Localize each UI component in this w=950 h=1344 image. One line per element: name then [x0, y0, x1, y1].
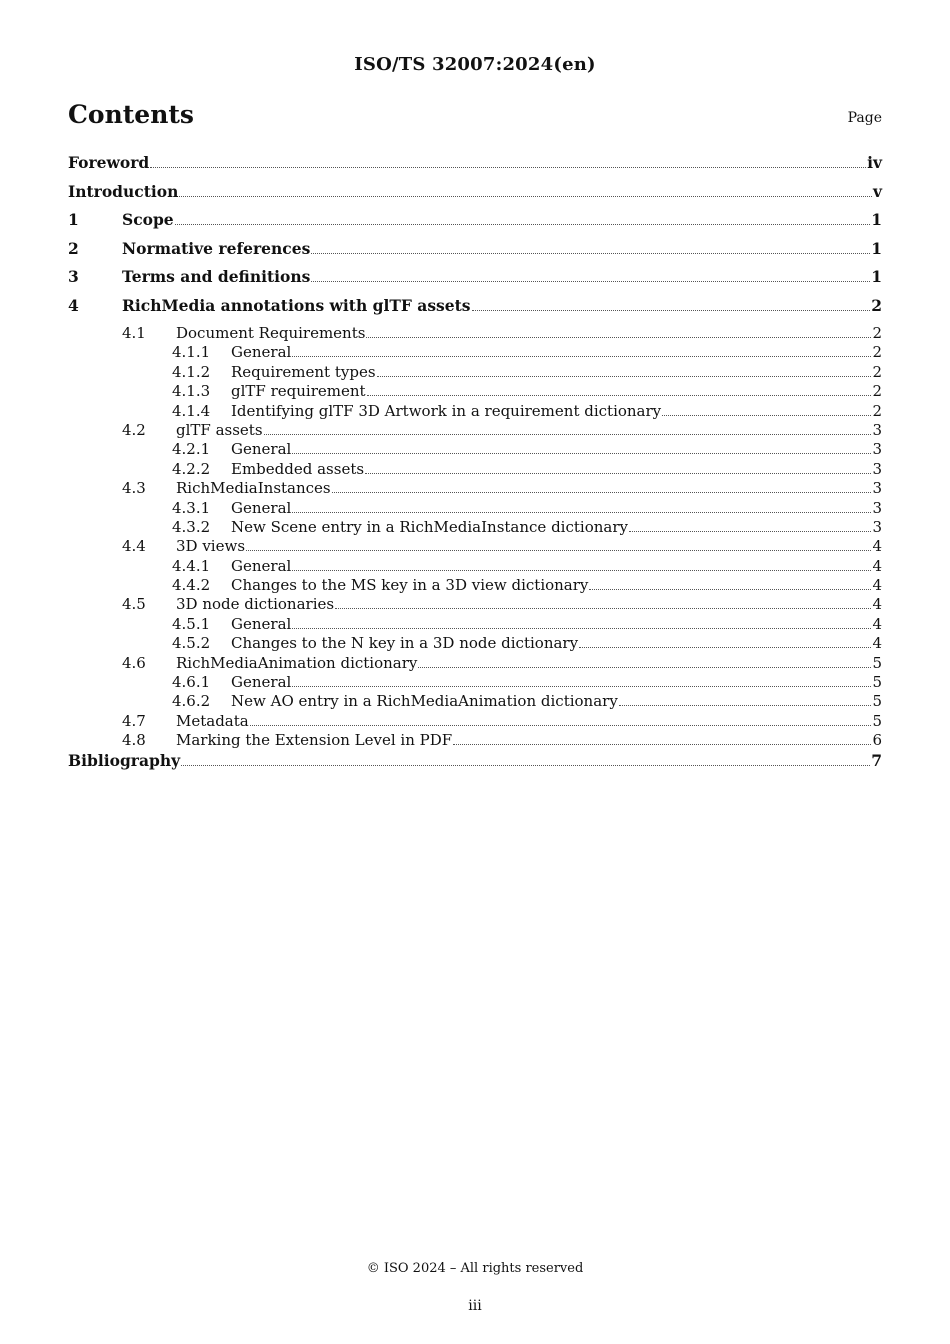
toc-entry-page: 3	[872, 498, 882, 517]
toc-entry-number: 4.3	[122, 479, 146, 498]
dot-leader	[292, 570, 871, 571]
toc-entry-title: Document Requirements	[176, 324, 366, 342]
toc-entry-page: 1	[871, 238, 882, 258]
toc-entry-number: 2	[68, 238, 79, 258]
toc-entry[interactable]	[68, 634, 882, 653]
dot-leader	[311, 253, 870, 254]
toc-entry-page: 3	[872, 440, 882, 459]
toc-entry-page: 3	[872, 517, 882, 536]
dot-leader	[264, 434, 872, 435]
toc-entry[interactable]	[68, 557, 882, 576]
toc-entry-number: 3	[68, 267, 79, 286]
toc-entry-number: 4.5.2	[172, 634, 211, 653]
toc-entry[interactable]	[68, 595, 882, 614]
toc-entry[interactable]	[68, 296, 882, 325]
toc-entry-page: 4	[872, 576, 882, 595]
toc-entry[interactable]	[68, 324, 882, 343]
dot-leader	[366, 337, 871, 338]
dot-leader	[335, 608, 871, 609]
toc-entry-page: 3	[872, 420, 882, 439]
toc-entry-number: 1	[68, 210, 79, 229]
dot-leader	[472, 310, 871, 311]
dot-leader	[292, 512, 871, 513]
toc-entry-page: 1	[871, 267, 882, 286]
toc-entry-page: 2	[872, 382, 882, 401]
toc-entry-number: 4.2.2	[172, 459, 211, 478]
toc-entry-title: General	[231, 343, 292, 362]
toc-entry-title: General	[231, 614, 292, 633]
toc-entry[interactable]	[68, 343, 882, 362]
toc-entry-page: 4	[872, 614, 882, 633]
toc-entry-number: 4.6.1	[172, 673, 211, 692]
toc-entry[interactable]	[68, 267, 882, 296]
toc-entry-page: iv	[867, 153, 882, 172]
toc-entry-title: Marking the Extension Level in PDF	[176, 731, 453, 750]
toc-entry-title: Changes to the MS key in a 3D view dictionary	[231, 576, 589, 595]
toc-entry[interactable]	[68, 673, 882, 692]
toc-entry[interactable]	[68, 576, 882, 595]
toc-entry[interactable]	[68, 615, 882, 634]
dot-leader	[589, 589, 871, 590]
toc-entry-page: 1	[871, 210, 882, 229]
document-id-header: ISO/TS 32007:2024(en)	[354, 54, 596, 75]
toc-entry-title: Scope	[122, 210, 174, 229]
toc-entry[interactable]	[68, 537, 882, 556]
dot-leader	[292, 686, 871, 687]
toc-entry-number: 4.1.4	[172, 401, 211, 420]
toc-entry-page: 4	[872, 595, 882, 614]
contents-heading: Contents	[68, 100, 195, 129]
dot-leader	[175, 224, 871, 225]
toc-entry[interactable]	[68, 363, 882, 382]
toc-entry[interactable]	[68, 210, 882, 239]
dot-leader	[579, 647, 871, 648]
dot-leader	[292, 356, 871, 357]
toc-entry-number: 4.1.2	[172, 362, 211, 381]
toc-entry[interactable]	[68, 692, 882, 711]
toc-entry-number: 4.1.3	[172, 382, 211, 401]
toc-entry-title: General	[231, 556, 292, 575]
toc-entry-number: 4.4.2	[172, 576, 211, 595]
toc-entry-page: 5	[872, 653, 882, 672]
dot-leader	[453, 744, 871, 745]
toc-entry-title: General	[231, 440, 292, 459]
toc-entry-title: General	[231, 673, 292, 692]
toc-entry-page: 5	[872, 673, 882, 692]
toc-entry-page: 4	[872, 634, 882, 653]
toc-entry-title: 3D node dictionaries	[176, 595, 335, 614]
toc-entry-title: glTF requirement	[231, 382, 366, 401]
dot-leader	[181, 765, 870, 766]
toc-entry-page: 6	[872, 731, 882, 750]
copyright-footer: © ISO 2024 – All rights reserved	[366, 1261, 584, 1276]
page-number: iii	[468, 1298, 482, 1314]
toc-entry-number: 4.3.1	[172, 498, 211, 517]
dot-leader	[365, 473, 871, 474]
toc-entry[interactable]	[68, 654, 882, 673]
dot-leader	[311, 281, 870, 282]
toc-entry-number: 4.4.1	[172, 556, 211, 575]
toc-entry[interactable]	[68, 460, 882, 479]
toc-entry[interactable]	[68, 731, 882, 750]
dot-leader	[619, 705, 872, 706]
toc-entry-page: 5	[872, 711, 882, 730]
toc-entry[interactable]	[68, 518, 882, 537]
toc-entry-number: 4.1.1	[172, 343, 211, 362]
toc-entry-number: 4	[68, 295, 79, 315]
toc-entry-number: 4.5.1	[172, 614, 211, 633]
toc-entry-title: Identifying glTF 3D Artwork in a requirement dictionary	[231, 401, 662, 420]
toc-entry[interactable]	[68, 479, 882, 498]
toc-entry[interactable]	[68, 440, 882, 459]
dot-leader	[418, 667, 871, 668]
dot-leader	[377, 376, 872, 377]
toc-entry-title: Embedded assets	[231, 459, 365, 478]
toc-entry-page: 2	[872, 401, 882, 420]
toc-entry-title: RichMedia annotations with glTF assets	[122, 295, 471, 315]
toc-entry-title: RichMediaInstances	[176, 479, 331, 498]
dot-leader	[150, 167, 866, 168]
toc-entry-number: 4.6.2	[172, 692, 211, 711]
toc-entry-number: 4.6	[122, 653, 146, 672]
toc-entry-title: 3D views	[176, 537, 246, 556]
dot-leader	[332, 492, 872, 493]
toc-entry[interactable]	[68, 751, 882, 780]
toc-entry-title: Requirement types	[231, 362, 376, 381]
toc-entry[interactable]	[68, 499, 882, 518]
toc-entry-page: 4	[872, 537, 882, 556]
toc-entry[interactable]	[68, 402, 882, 421]
toc-entry-title: New AO entry in a RichMediaAnimation dictionary	[231, 692, 618, 711]
toc-entry-title: Terms and definitions	[122, 267, 311, 286]
toc-entry-page: 2	[872, 362, 882, 381]
toc-entry-page: 2	[871, 295, 882, 315]
toc-entry[interactable]	[68, 182, 882, 211]
toc-entry-title: glTF assets	[176, 420, 263, 439]
toc-entry-title: Foreword	[68, 153, 150, 172]
toc-entry[interactable]	[68, 153, 882, 182]
dot-leader	[179, 196, 872, 197]
toc-entry-title: Bibliography	[68, 750, 181, 770]
toc-entry-number: 4.3.2	[172, 517, 211, 536]
dot-leader	[367, 395, 872, 396]
toc-entry-title: RichMediaAnimation dictionary	[176, 653, 418, 672]
dot-leader	[246, 550, 871, 551]
toc-entry[interactable]	[68, 421, 882, 440]
dot-leader	[662, 415, 871, 416]
toc-entry-title: Metadata	[176, 711, 249, 730]
toc-entry[interactable]	[68, 239, 882, 268]
page-column-label: Page	[847, 110, 882, 126]
toc-entry-title: General	[231, 498, 292, 517]
toc-entry-title: Changes to the N key in a 3D node dictionary	[231, 634, 579, 653]
toc-entry-page: 7	[871, 750, 882, 770]
toc-entry[interactable]	[68, 382, 882, 401]
toc-entry-title: New Scene entry in a RichMediaInstance dictionary	[231, 517, 628, 536]
toc-entry-number: 4.1	[122, 324, 146, 342]
toc-entry-page: 4	[872, 556, 882, 575]
dot-leader	[292, 628, 871, 629]
dot-leader	[629, 531, 871, 532]
dot-leader	[250, 725, 872, 726]
toc-entry-title: Introduction	[68, 181, 179, 201]
toc-entry-page: 3	[872, 459, 882, 478]
toc-entry-page: 2	[872, 343, 882, 362]
toc-entry-page: 3	[872, 479, 882, 498]
toc-entry-number: 4.5	[122, 595, 146, 614]
toc-entry-number: 4.4	[122, 537, 146, 556]
toc-entry-page: 5	[872, 692, 882, 711]
toc-entry-number: 4.2.1	[172, 440, 211, 459]
toc-entry-number: 4.8	[122, 731, 146, 750]
toc-entry-number: 4.2	[122, 420, 146, 439]
dot-leader	[292, 453, 871, 454]
toc-entry-page: v	[872, 181, 882, 201]
toc-entry-title: Normative references	[122, 238, 311, 258]
toc-entry-page: 2	[872, 324, 882, 342]
toc-entry-number: 4.7	[122, 711, 146, 730]
toc-entry[interactable]	[68, 712, 882, 731]
table-of-contents	[68, 153, 882, 779]
